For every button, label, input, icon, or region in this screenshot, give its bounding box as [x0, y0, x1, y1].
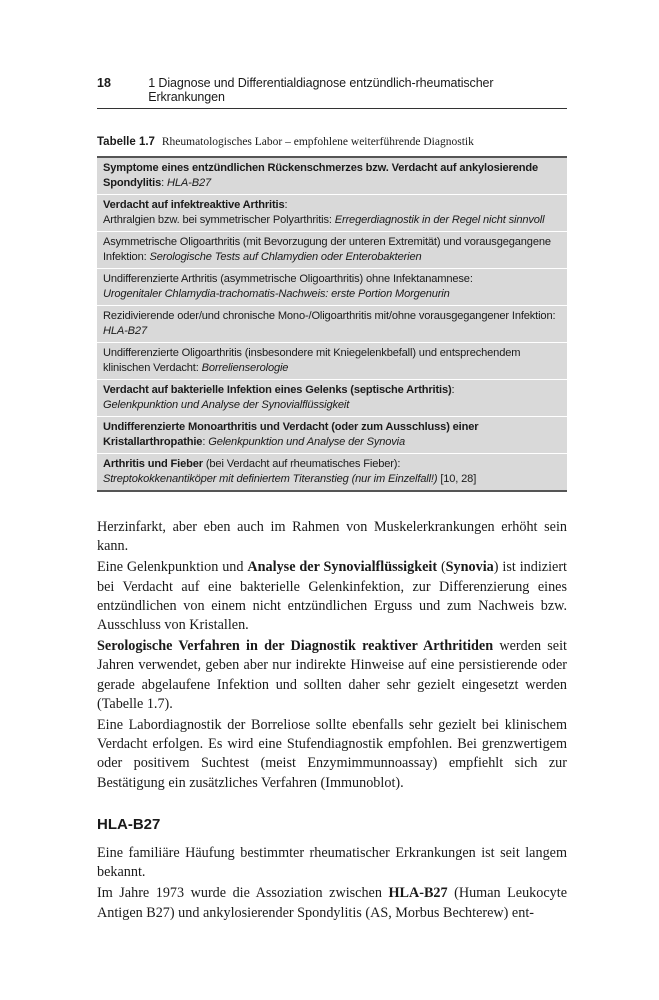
- table-number: Tabelle 1.7: [97, 136, 155, 148]
- table-row: [97, 417, 567, 454]
- paragraph: [97, 558, 567, 635]
- paragraph: [97, 884, 567, 922]
- row-recommendation: HLA-B27: [103, 325, 147, 337]
- row-heading: Arthritis und Fieber: [103, 458, 203, 470]
- bold-term: Analyse der Synovialflüssigkeit: [247, 559, 438, 576]
- table-row: [97, 232, 567, 269]
- row-heading: Verdacht auf infektreaktive Arthritis: [103, 199, 285, 211]
- row-recommendation: Gelenkpunktion und Analyse der Synovialflüssigkeit: [103, 399, 350, 411]
- row-text: Undifferenzierte Oligoarthritis (insbesondere mit Kniegelenkbefall) und entsprechendem klinischen Verdacht:: [103, 347, 521, 374]
- row-recommendation: Gelenkpunktion und Analyse der Synovia: [208, 436, 406, 448]
- row-text: :: [451, 384, 455, 396]
- text-run: (Human Leukocyte Antigen B27) und ankylosierender Spondylitis (AS, Morbus Bechterew) ent-: [97, 885, 567, 921]
- table-caption-text: Rheumatologisches Labor – empfohlene weiterführende Diagnostik: [161, 136, 474, 148]
- chapter-title: 1 Diagnose und Differentialdiagnose entzündlich-rheumatischer Erkrankungen: [148, 76, 494, 104]
- paragraph: Eine familiäre Häufung bestimmter rheumatischer Erkrankungen ist seit langem bekannt.: [97, 845, 567, 881]
- table-row: [97, 343, 567, 380]
- table-row: [97, 195, 567, 232]
- row-text: (bei Verdacht auf rheumatisches Fieber):: [202, 458, 401, 470]
- row-text: Asymmetrische Oligoarthritis (mit Bevorzugung der unteren Extremität) und vorausgegangene Infektion:: [103, 236, 551, 263]
- row-text: :: [284, 199, 288, 211]
- row-heading: Undifferenzierte Monoarthritis und Verdacht (oder zum Ausschluss) einer Kristallarthropathie: [103, 421, 479, 448]
- row-recommendation: Urogenitaler Chlamydia-trachomatis-Nachweis: erste Portion Morgenurin: [103, 288, 450, 300]
- table-caption: [97, 136, 567, 148]
- bold-term: HLA-B27: [388, 885, 448, 902]
- row-text: Rezidivierende oder/und chronische Mono-/Oligoarthritis mit/ohne vorausgegangener Infektion:: [103, 310, 556, 322]
- running-header: [97, 76, 567, 109]
- row-reference: [10, 28]: [437, 473, 477, 485]
- row-heading: Symptome eines entzündlichen Rückenschmerzes bzw. Verdacht auf ankylosierende Spondylitis: [103, 162, 539, 189]
- section-heading: HLA-B27: [97, 815, 161, 833]
- row-text: :: [202, 436, 209, 448]
- row-recommendation: HLA-B27: [167, 177, 211, 189]
- bold-term: Synovia: [445, 559, 494, 576]
- table-row: [97, 306, 567, 343]
- bold-term: Serologische Verfahren in der Diagnostik reaktiver Arthritiden: [97, 638, 494, 655]
- page-number: 18: [97, 76, 111, 90]
- text-run: werden seit Jahren verwendet, geben aber nur indirekte Hinweise auf eine persistierende oder gerade abgelaufene Infektion und sollten daher sehr gezielt eingesetzt werden (Tabelle 1.7).: [97, 638, 567, 712]
- row-heading: Verdacht auf bakterielle Infektion eines Gelenks (septische Arthritis): [103, 384, 452, 396]
- table-row: [97, 380, 567, 417]
- row-recommendation: Streptokokkenantiköper mit definiertem Titeranstieg (nur im Einzelfall!): [103, 473, 438, 485]
- row-recommendation: Borrelienserologie: [201, 362, 289, 374]
- text-run: ) ist indiziert bei Verdacht auf eine bakterielle Gelenkinfektion, zur Differenzierung eines entzündlichen von einem nicht entzündlichen Erguss und zum Nachweis bzw. Ausschluss von Kristallen.: [97, 559, 567, 634]
- table-row: [97, 269, 567, 306]
- paragraph: Herzinfarkt, aber eben auch im Rahmen von Muskelerkrankungen erhöht sein kann.: [97, 519, 567, 555]
- row-text: Arthralgien bzw. bei symmetrischer Polyarthritis:: [103, 214, 335, 226]
- table-row: [97, 454, 567, 490]
- paragraph: [97, 637, 567, 714]
- lab-diagnostics-table: [97, 156, 567, 492]
- row-text: :: [161, 177, 168, 189]
- row-text: Undifferenzierte Arthritis (asymmetrische Oligoarthritis) ohne Infektanamnese:: [103, 273, 473, 285]
- table-row: [97, 158, 567, 195]
- body-text: [97, 518, 567, 925]
- text-run: Im Jahre 1973 wurde die Assoziation zwischen: [97, 885, 389, 902]
- text-run: Eine Gelenkpunktion und: [97, 559, 248, 576]
- row-recommendation: Serologische Tests auf Chlamydien oder Enterobakterien: [149, 251, 422, 263]
- row-recommendation: Erregerdiagnostik in der Regel nicht sinnvoll: [334, 214, 545, 226]
- paragraph: Eine Labordiagnostik der Borreliose sollte ebenfalls sehr gezielt bei klinischem Verdacht erfolgen. Es wird eine Stufendiagnostik empfohlen. Bei grenzwertigem oder positivem Suchtest (meist Enzymimmunnoassay) empfiehlt sich zur Bestätigung ein zusätzliches Verfahren (Immunoblot).: [97, 717, 567, 791]
- text-run: (: [437, 559, 446, 576]
